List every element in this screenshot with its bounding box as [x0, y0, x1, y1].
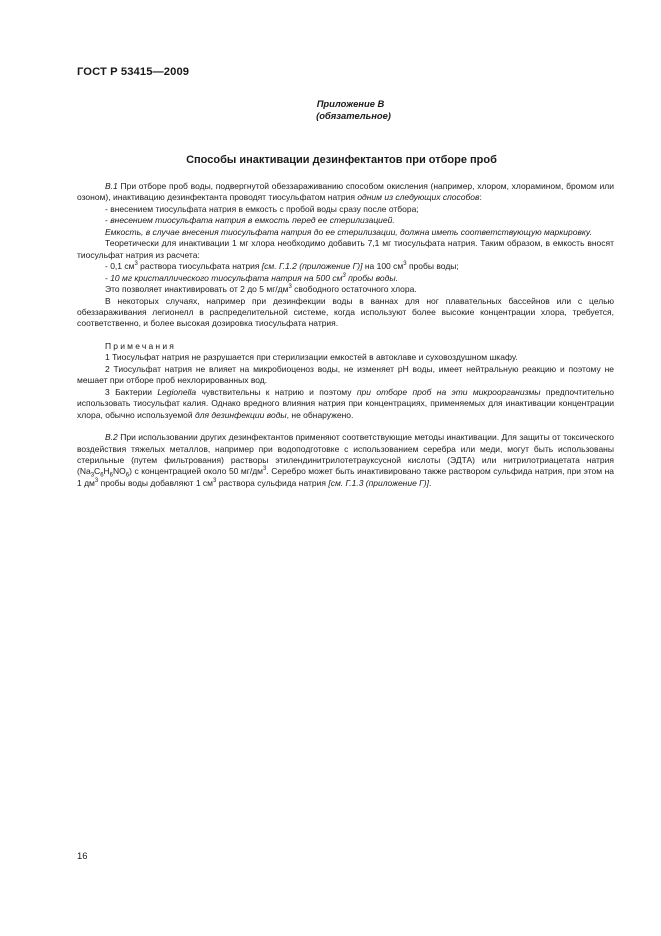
list-item: - внесением тиосульфата натрия в емкость с пробой воды сразу после отбора; — [105, 203, 419, 214]
appendix-status: (обязательное) — [316, 110, 391, 121]
clause-number: В.2 — [105, 432, 118, 443]
notes-heading: Примечания — [105, 340, 177, 351]
list-item: - 0,1 $см^3$ раствора тиосульфата натрия [см. Г.1.2 (приложение Г)] на 100 $см^3$ пробы воды; — [105, 261, 459, 272]
note-item: 1 Тиосульфат натрия не разрушается при стерилизации емкостей в автоклаве и суховоздушном шкафу. — [105, 352, 518, 363]
document-header: ГОСТ Р 53415—2009 — [77, 66, 190, 78]
note-item: 2 Тиосульфат натрия не влияет на микробиоценоз воды, не изменяет рН воды, имеет нейтральную реакцию и поэтому не мешает при отборе проб нехлорированных вод. — [77, 363, 614, 386]
note-item: 3 Бактерии Legionella чувствительны к натрию и поэтому при отборе проб на эти микроорганизмы предпочтительно использовать тиосульфат калия. Однако вредного влияния натрия при концентрациях, применяемых для инактивации концентрации хлора, обычно используемой для дезинфекции воды, не обнаружено. — [77, 386, 614, 420]
paragraph-cases: В некоторых случаях, например при дезинфекции воды в ваннах для ног плавательных бассейнов или с целью обеззараживания легионелл в распределительной системе, когда используют более высокие концентрации хлора, требуется, соответственно, и более высокая дозировка тиосульфата натрия. — [77, 295, 614, 329]
reference: [см. Г.1.3 (приложение Г)] — [328, 477, 429, 488]
list-item: - внесением тиосульфата натрия в емкость перед ее стерилизацией. — [105, 215, 395, 226]
reference: [см. Г.1.2 (приложение Г)] — [261, 261, 363, 272]
paragraph-theory: Теоретически для инактивации 1 мг хлора необходимо добавить 7,1 мг тиосульфата натрия. Таким образом, в емкость вносят тиосульфат натрия из расчета: — [77, 238, 614, 260]
section-title: Способы инактивации дезинфектантов при отборе проб — [186, 154, 497, 166]
paragraph-b2: В.2 При использовании других дезинфектантов применяют соответствующие методы инактивации. Для защиты от токсического воздействия тяжелых металлов, например при водоподготовке с использованием серебра или меди, могут быть использованы стерильные (путем фильтрования) растворы этилендинитрилотетрауксусной кислоты (ЭДТА) или нитрилотриацетата натрия $(Na_3C_6H_6NO_6)$ с концентрацией около 50 $мг/дм^3$. Серебро может быть инактивировано также раствором сульфида натрия, при этом на 1 $дм^3$ пробы воды добавляют 1 $см^3$ раствора сульфида натрия [см. Г.1.3 (приложение Г)]. — [77, 432, 615, 488]
appendix-title: Приложение В — [316, 98, 385, 109]
paragraph-b1-intro: В.1 При отборе проб воды, подвергнутой обеззараживанию способом окисления (например, хлором, хлорамином, бромом или озоном), инактивацию дезинфектанта проводят тиосульфатом натрия одним из следующих способов: — [77, 181, 614, 203]
clause-number: В.1 — [105, 181, 118, 191]
appendix-label — [0, 98, 661, 122]
list-item: - 10 мг кристаллического тиосульфата натрия на 500 $см^3$ пробы воды. — [105, 272, 398, 283]
document-body — [77, 181, 614, 489]
page-number: 16 — [77, 850, 88, 861]
paragraph-allows: Это позволяет инактивировать от 2 до 5 $мг/дм^3$ свободного остаточного хлора. — [105, 284, 417, 295]
paragraph-marking-note: Емкость, в случае внесения тиосульфата натрия до ее стерилизации, должна иметь соответствующую маркировку. — [105, 226, 592, 237]
